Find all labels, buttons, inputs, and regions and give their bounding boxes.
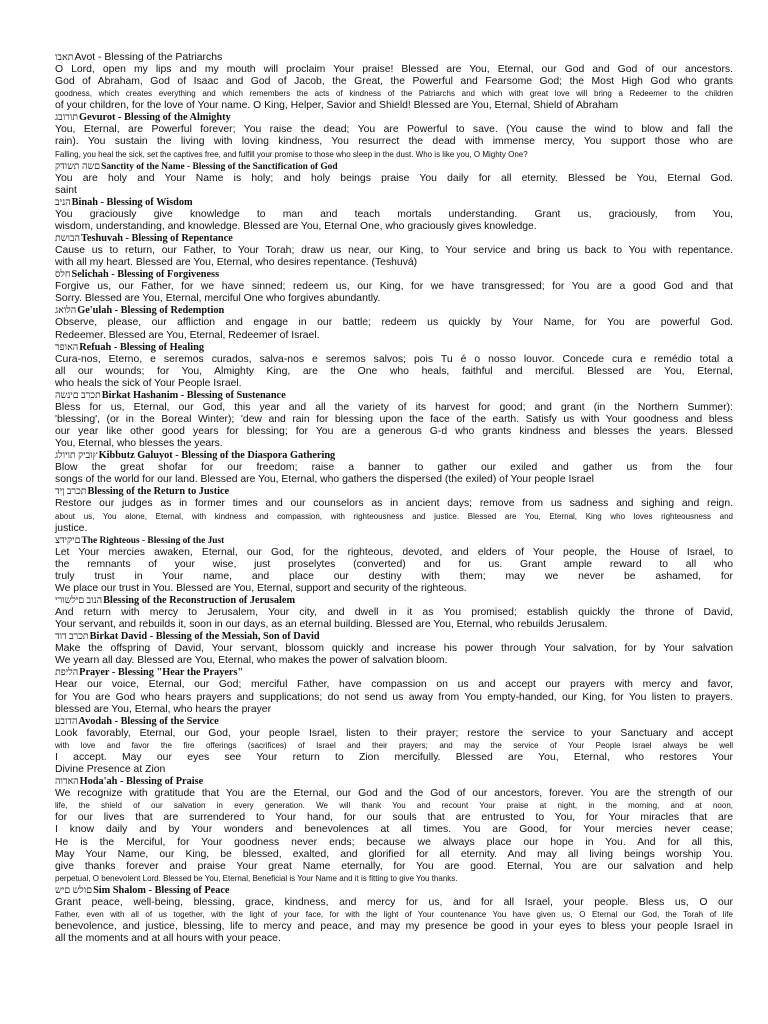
blessing-text-line: with love and favor the fire offerings (sacrifices) of Israel and their prayers; and may the service of Your People Israel always be well [55,740,733,750]
hebrew-label: םולש םיש [55,885,93,896]
blessing-text-line: perpetual, O benevolent Lord. Blessed be You, Eternal, Beneficial is Your Name and it is fitting to give You thanks. [55,873,458,883]
blessing-heading [55,631,733,643]
blessing-heading [55,716,733,728]
blessing-section [55,390,733,450]
blessing-text-line: You graciously give knowledge to man and teach mortals understanding. Grant us, graciously, from You, [55,208,733,220]
hebrew-label: הדובע [55,716,78,727]
hebrew-label: םיקידצ [55,535,81,546]
blessing-section [55,595,733,631]
blessing-text-line: Restore our judges as in former times and our counselors as in ancient days; remove from us sadness and sighing and reign. [55,498,733,510]
blessing-text-line: Let Your mercies awaken, Eternal, our God, for the righteous, devoted, and elders of Your people, the House of Israel, to [55,546,733,558]
blessing-section [55,52,733,112]
blessing-text-line: give thanks forever and praise Your great Name eternally, for You are good. Eternal, You are our salvation and help [55,860,733,872]
blessing-text-line: Make the offspring of David, Your servant, blossom quickly and increase his power through Your salvation, for by Your salvation [55,643,733,655]
blessing-section [55,716,733,776]
blessing-text-line: Father, even with all of us together, with the light of your face, for with the light of Your countenance You have given us, O Eternal our God, the Torah of life [55,909,733,919]
blessing-heading [55,233,733,245]
blessing-section [55,776,733,885]
blessing-section [55,667,733,715]
hebrew-label: תורובג [55,113,79,124]
blessing-text-line: about us, You alone, Eternal, with kindness and compassion, with righteousness and justice. Blessed are You, Eternal, King who loves righteousness and [55,511,733,521]
blessing-text-line: O Lord, open my lips and my mouth will proclaim Your praise! Blessed are You, Eternal, our God and God of our ancestors. [55,64,733,75]
blessing-text-line: Cura-nos, Eterno, e seremos curados, salva-nos e seremos salvos; pois Tu é o nosso louvor. Concede cura e remédio total a [55,353,733,365]
blessing-section [55,161,733,197]
blessing-text-line: rain). You sustain the living with loving kindness, You resurrect the dead with immense mercy, You support those who are [55,136,733,148]
blessing-text-line: life, the shield of our salvation in every generation. We will thank You and recount Your praise at night, in the morning, and at noon, [55,801,733,811]
blessing-text-line: You, Eternal, who blesses the years. [55,438,223,450]
blessing-text-line: You are holy and Your Name is holy; and holy beings praise You daily for all eternity. Blessed be You, Eternal God. [55,172,733,184]
hebrew-label: הנוב םילשורי [55,596,103,607]
blessing-title: Gevurot - Blessing of the Almighty [79,112,231,124]
blessing-text-line: Divine Presence at Zion [55,764,166,776]
blessing-heading [55,486,733,498]
blessing-text-line: Falling, you heal the sick, set the captives free, and fulfill your promise to those who sleep in the dust. Who is like you, O Mighty One? [55,149,528,159]
blessing-title: Kibbutz Galuyot - Blessing of the Diaspora Gathering [98,450,336,462]
hebrew-label: תאבו [55,53,74,63]
blessing-heading [55,197,733,209]
hebrew-label: הליפת [55,668,79,679]
blessing-title: Birkat Hashanim - Blessing of Sustenance [101,389,286,401]
blessing-text-line: wisdom, understanding, and knowledge. Blessed are You, Eternal One, who graciously gives knowledge. [55,220,537,232]
blessing-text-line: saint [55,184,77,196]
blessing-text-line: for our lives that are surrendered to Your hand, for our souls that are entrusted to You, for Your miracles that are [55,812,733,824]
blessing-text-line: benevolence, and justice, blessing, life to mercy and peace, and may my presence be good in your eyes to bless your people Israel in [55,921,733,933]
blessing-heading [55,390,733,402]
blessing-text-line: Redeemer. Blessed are You, Eternal, Redeemer of Israel. [55,329,320,341]
blessing-heading [55,595,733,607]
blessing-heading [55,161,733,173]
blessing-title: Blessing of the Return to Justice [87,486,230,498]
blessing-title: Binah - Blessing of Wisdom [71,196,193,208]
blessing-title: Birkat David - Blessing of the Messiah, Son of David [89,631,320,643]
blessing-text-line: He is the Merciful, for Your goodness never ends; because we always place our hope in You. And for all this, [55,836,733,848]
blessing-title: Sanctity of the Name - Blessing of the Sanctification of God [101,161,338,172]
blessing-text-line: Look favorably, Eternal, our God, your people Israel, listen to their prayer; restore the service to your Sanctuary and accept [55,727,733,739]
hebrew-label: האופר [55,342,79,353]
blessing-title: The Righteous - Blessing of the Just [81,535,225,546]
blessing-text-line: justice. [55,522,88,534]
blessing-text-line: And return with mercy to Jerusalem, Your city, and dwell in it as You promised; establish quickly the throne of David, [55,607,733,619]
blessing-text-line: We recognize with gratitude that You are the Eternal, our God and the God of our ancestors, forever. You are the strength of our [55,788,733,800]
blessing-section [55,535,733,595]
blessing-text-line: who heals the sick of Your People Israel. [55,377,242,389]
hebrew-label: האדוה [55,777,79,788]
hebrew-label: םשה תשודק [55,161,101,172]
blessing-text-line: 'blessing', (or in the Boreal Winter); 'dew and rain for blessing upon the face of the earth. Satisfy us with Your goodness and bless [55,413,733,425]
hebrew-label: חלס [55,270,71,281]
blessing-title: Hoda'ah - Blessing of Praise [79,776,204,788]
blessing-heading [55,450,733,462]
blessing-text-line: Your servant, and rebuilds it, soon in our days, as an eternal building. Blessed are You, Eternal, who rebuilds Jerusalem. [55,619,608,631]
blessing-heading [55,269,733,281]
blessing-text-line: with all my heart. Blessed are You, Eternal, who desires repentance. (Teshuvá) [55,257,418,269]
blessing-text-line: I know daily and by Your wonders and benevolences at all times. You are Good, for Your mercies never cease; [55,824,733,836]
blessing-title: Teshuvah - Blessing of Repentance [81,233,233,245]
blessing-text-line: Bless for us, Eternal, our God, this year and all the variety of its harvest for good; and grant (in the Northern Summer): [55,401,733,413]
blessing-heading [55,776,733,788]
blessing-title: Sim Shalom - Blessing of Peace [93,884,230,896]
blessing-heading [55,535,733,547]
hebrew-label: הבושת [55,234,80,245]
blessing-section [55,486,733,534]
blessing-title: Selichah - Blessing of Forgiveness [71,269,220,281]
blessing-heading [55,112,733,124]
blessing-text-line: Blow the great shofar for our freedom; raise a banner to gather our exiled and gather us from the four [55,462,733,474]
blessing-text-line: of your children, for the love of Your name. O King, Helper, Savior and Shield! Blessed are You, Eternal, Shield of Abraham [55,100,619,112]
blessing-heading [55,667,733,679]
blessing-heading [55,52,733,64]
blessing-text-line: for You are God who hears prayers and supplications; do not send us away from You empty-handed, our King, for You listen to prayers. [55,691,733,703]
blessing-title: Blessing of the Reconstruction of Jerusalem [103,595,296,607]
blessing-text-line: all our wounds; for You, Almighty King, are the One who heals, faithful and merciful. Blessed are You, Eternal, [55,365,733,377]
blessing-text-line: our year like other good years for blessing; for You are a generous G-d who grants kindness and blesses the years. Blessed [55,426,733,438]
blessing-section [55,112,733,160]
blessing-text-line: truly trust in Your name, and place our destiny with them; may we never be ashamed, for [55,570,733,582]
hebrew-label: תכרב םינשה [55,390,101,401]
blessing-text-line: blessed are You, Eternal, who hears the prayer [55,703,272,715]
blessing-text-line: Cause us to return, our Father, to Your Torah; draw us near, our King, to Your service and bring us back to You with repentance. [55,245,733,257]
blessing-text-line: the remnants of your wise, just proselytes (converted) and for us. Grant ample reward to all who [55,558,733,570]
prayer-document [55,52,733,945]
blessing-text-line: goodness, which creates everything and which remembers the acts of kindness of the Patriarchs and which with great love will bring a Redeemer to the children [55,89,733,99]
blessing-text-line: I accept. May our eyes see Your return to Zion mercifully. Blessed are You, Eternal, who restores Your [55,751,733,763]
blessing-text-line: We place our trust in You. Blessed are You, Eternal, support and security of the righteous. [55,583,467,594]
hebrew-label: תכרב דוד [55,632,89,643]
blessing-text-line: Sorry. Blessed are You, Eternal, merciful One who forgives abundantly. [55,293,381,305]
blessing-text-line: Observe, please, our affliction and engage in our battle; redeem us quickly by Your Name, for You are powerful God. [55,317,733,329]
blessing-text-line: Forgive us, our Father, for we have sinned; redeem us, our King, for we have transgressed; for You are a good God and that [55,281,733,293]
blessing-section [55,450,733,486]
blessing-heading [55,342,733,354]
blessing-text-line: You, Eternal, are Powerful forever; You raise the dead; You are Powerful to save. (You cause the wind to blow and fall the [55,124,733,136]
hebrew-label: תכרב ןיד [55,487,87,498]
blessing-section [55,233,733,269]
blessing-section [55,197,733,233]
hebrew-label: הלואג [55,306,77,317]
blessing-section [55,885,733,945]
blessing-section [55,269,733,305]
blessing-text-line: May Your Name, our King, be blessed, exalted, and glorified for all eternity. And may all living beings worship You. [55,848,733,860]
blessing-text-line: Hear our voice, Eternal, our God; merciful Father, have compassion on us and accept our prayers with mercy and favor, [55,679,733,691]
blessing-section [55,631,733,667]
blessing-heading [55,305,733,317]
blessing-heading [55,885,733,897]
blessing-section [55,305,733,341]
blessing-text-line: songs of the world for our land. Blessed are You, Eternal, who gathers the dispersed (the exiled) of Your people Israel [55,474,594,486]
blessing-text-line: all the moments and at all hours with your peace. [55,933,281,945]
blessing-title: Prayer - Blessing "Hear the Prayers" [79,667,244,679]
blessing-text-line: Grant peace, well-being, blessing, grace, kindness, and mercy for us, and for all Israel, your people. Bless us, O our [55,896,733,908]
blessing-title: Refuah - Blessing of Healing [79,341,204,353]
hebrew-label: ץוביק תויולג [55,451,98,462]
blessing-title: Ge'ulah - Blessing of Redemption [77,305,225,317]
blessing-title: Avot - Blessing of the Patriarchs [74,52,223,63]
blessing-title: Avodah - Blessing of the Service [78,715,219,727]
blessing-text-line: God of Abraham, God of Isaac and God of Jacob, the Great, the Powerful and Fearsome God; the Most High God who grants [55,76,733,88]
hebrew-label: הניב [55,197,71,208]
blessing-section [55,342,733,390]
blessing-text-line: We yearn all day. Blessed are You, Eternal, who makes the power of salvation bloom. [55,655,448,667]
